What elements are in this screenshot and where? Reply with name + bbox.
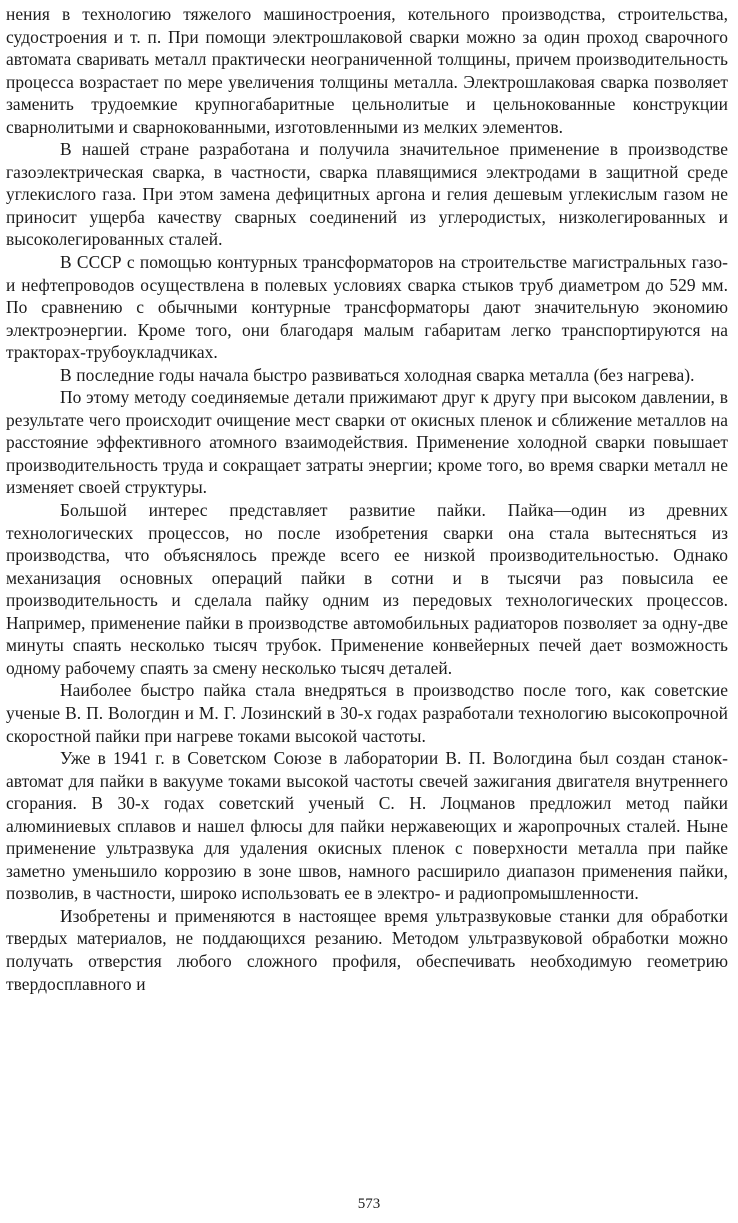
paragraph-gas-electric-welding: В нашей стране разработана и получила значительное применение в производстве газоэлектрическая сварка, в частности, сварка плавящимися электродами в защитной среде углекислого газа. При этом замена дефицитных аргона и гелия дешевым углекислым газом не приносит ущерба качеству сварных соединений из углеродистых, низколегированных и высоколегированных сталей. (6, 139, 728, 250)
paragraph-electroslag-welding: нения в технологию тяжелого машиностроения, котельного производства, строительства, судостроения и т. п. При помощи электрошлаковой сварки можно за один проход сварочного автомата сваривать металл практически неограниченной толщины, причем производительность процесса возрастает по мере увеличения толщины металла. Электрошлаковая сварка позволяет заменить трудоемкие крупногабаритные цельнолитые и цельнокованные конструкции сварнолитыми и сварнокованными, изготовленными из мелких элементов. (6, 4, 728, 137)
paragraph-cold-welding-method: По этому методу соединяемые детали прижимают друг к другу при высоком давлении, в результате чего происходит очищение мест сварки от окисных пленок и сближение металлов на расстояние эффективного атомного взаимодействия. Применение холодной сварки повышает производительность труда и сокращает затраты энергии; кроме того, во время сварки металл не изменяет своей структуры. (6, 387, 728, 498)
paragraph-soldering: Большой интерес представляет развитие пайки. Пайка—один из древних технологических процессов, но после изобретения сварки она стала вытесняться из производства, что объяснялось прежде всего ее низкой производительностью. Однако механизация основных операций пайки в сотни и в тысячи раз повысила ее производительность и сделала пайку одним из передовых технологических процессов. Например, применение пайки в производстве автомобильных радиаторов позволяет за одну-две минуты спаять несколько тысяч трубок. Применение конвейерных печей дает возможность одному рабочему спаять за смену несколько тысяч деталей. (6, 500, 728, 678)
paragraph-contour-transformers: В СССР с помощью контурных трансформаторов на строительстве магистральных газо-и нефтепроводов осуществлена в полевых условиях сварка стыков труб диаметром до 529 мм. По сравнению с обычными контурные трансформаторы дают значительную экономию электроэнергии. Кроме того, они благодаря малым габаритам легко транспортируются на тракторах-трубоукладчиках. (6, 252, 728, 363)
body-text (6, 3, 728, 995)
paragraph-ultrasonic-machining: Изобретены и применяются в настоящее время ультразвуковые станки для обработки твердых материалов, не поддающихся резанию. Методом ультразвуковой обработки можно получать отверстия любого сложного профиля, обеспечивать необходимую геометрию твердосплавного и (6, 905, 728, 994)
paragraph-high-frequency-soldering: Наиболее быстро пайка стала внедряться в производство после того, как советские ученые В. П. Вологдин и М. Г. Лозинский в 30-х годах разработали технологию высокопрочной скоростной пайки при нагреве токами высокой частоты. (6, 680, 728, 746)
paragraph-soldering-history: Уже в 1941 г. в Советском Союзе в лаборатории В. П. Вологдина был создан станок-автомат для пайки в вакууме токами высокой частоты свечей зажигания двигателя внутреннего сгорания. В 30-х годах советский ученый С. Н. Лоцманов предложил метод пайки алюминиевых сплавов и нашел флюсы для пайки нержавеющих и жаропрочных сталей. Ныне применение ультразвука для удаления окисных пленок с поверхности металла при пайке заметно уменьшило коррозию в зоне швов, намного расширило диапазон применения пайки, позволив, в частности, широко использовать ее в электро- и радиопромышленности. (6, 748, 728, 904)
page-number: 573 (357, 1196, 381, 1212)
paragraph-cold-welding-intro: В последние годы начала быстро развиваться холодная сварка металла (без нагрева). (60, 364, 695, 385)
